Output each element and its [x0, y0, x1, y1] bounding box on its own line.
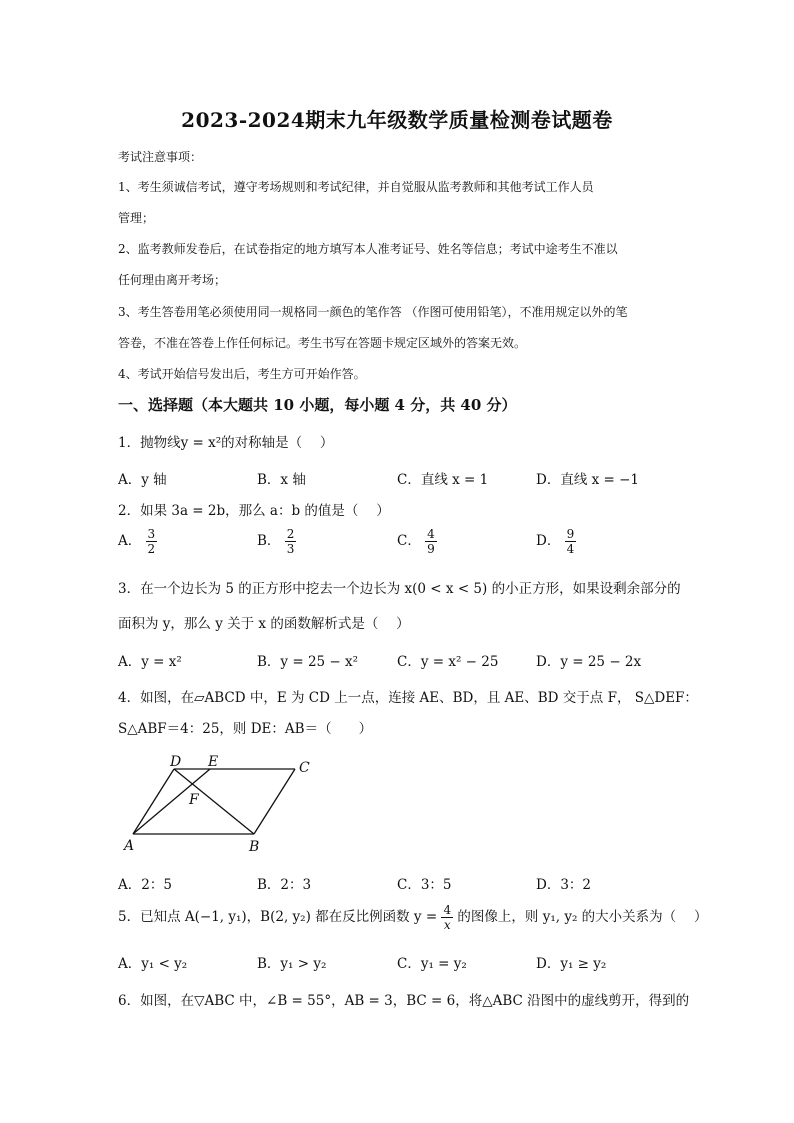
q3-option-d: D．y = 25 − 2x	[536, 654, 642, 670]
notice-line: 管理；	[118, 211, 155, 225]
fraction	[285, 527, 297, 556]
q2-option-c	[397, 527, 437, 556]
label-d: D	[170, 754, 182, 770]
option-label: D．	[536, 533, 561, 549]
label-e: E	[208, 754, 219, 770]
denominator: 3	[286, 542, 295, 556]
denominator: 4	[566, 542, 575, 556]
denominator: 2	[147, 542, 156, 556]
q4-option-b: B．2：3	[257, 877, 312, 893]
question-2-stem: 2．如果 3a = 2b，那么 a：b 的值是（ ）	[118, 503, 390, 519]
q5-option-a: A．y₁ < y₂	[118, 956, 188, 972]
notice-line: 1、考生须诚信考试，遵守考场规则和考试纪律，并自觉服从监考教师和其他考试工作人员	[118, 180, 594, 194]
q1-option-b: B．x 轴	[257, 472, 306, 488]
notice-line: 3、考生答卷用笔必须使用同一规格同一颜色的笔作答 （作图可使用铅笔），不准用规定以外的笔	[118, 305, 628, 319]
denominator: 9	[427, 542, 435, 556]
option-label: C．	[397, 533, 421, 549]
edge-da	[133, 769, 174, 834]
edge-bc	[254, 769, 295, 834]
notice-line: 任何理由离开考场；	[118, 273, 227, 287]
q3-option-c: C．y = x² − 25	[397, 654, 499, 670]
q1-option-d: D．直线 x = −1	[536, 472, 640, 488]
label-c: C	[299, 760, 310, 776]
q4-option-c: C．3：5	[397, 877, 452, 893]
q2-option-a	[118, 527, 157, 556]
question-6-stem: 6．如图，在▽ABC 中，∠B = 55°，AB = 3，BC = 6，将△ABC 沿图中的虚线剪开，得到的	[118, 993, 690, 1009]
notice-line: 答卷，不准在答卷上作任何标记。考生书写在答题卡规定区域外的答案无效。	[118, 336, 527, 350]
numerator: 2	[286, 527, 295, 541]
question-1-stem: 1．抛物线y = x²的对称轴是（ ）	[118, 435, 334, 451]
numerator: 4	[427, 527, 435, 541]
numerator: 4	[443, 903, 452, 917]
q5-stem-pre: 5．已知点 A(−1, y₁)，B(2, y₂) 都在反比例函数 y =	[118, 909, 438, 925]
parallelogram-figure	[118, 752, 328, 856]
segment-bd	[174, 769, 254, 834]
numerator: 3	[147, 527, 156, 541]
fraction	[425, 527, 437, 556]
section-heading: 一、选择题（本大题共 10 小题，每小题 4 分，共 40 分）	[118, 396, 517, 414]
q5-option-c: C．y₁ = y₂	[397, 956, 467, 972]
label-f: F	[189, 792, 199, 808]
label-b: B	[249, 839, 260, 855]
q3-option-b: B．y = 25 − x²	[257, 654, 359, 670]
q5-stem-post: 的图像上，则 y₁, y₂ 的大小关系为（ ）	[457, 909, 708, 925]
option-label: A．	[118, 533, 142, 549]
denominator: x	[443, 918, 451, 932]
page-title: 2023-2024期末九年级数学质量检测卷试题卷	[181, 108, 613, 132]
notice-line: 4、考试开始信号发出后，考生方可开始作答。	[118, 367, 366, 381]
q1-option-a: A．y 轴	[118, 472, 167, 488]
fraction	[441, 903, 453, 932]
numerator: 9	[566, 527, 575, 541]
q2-option-b	[257, 527, 296, 556]
q5-option-b: B．y₁ > y₂	[257, 956, 327, 972]
question-3-stem-line-2: 面积为 y，那么 y 关于 x 的函数解析式是（ ）	[118, 616, 410, 632]
q4-option-d: D．3：2	[536, 877, 592, 893]
notice-line: 2、监考教师发卷后，在试卷指定的地方填写本人准考证号、姓名等信息；考试中途考生不准以	[118, 242, 618, 256]
fraction	[565, 527, 577, 556]
q4-option-a: A．2：5	[118, 877, 172, 893]
question-3-stem-line-1: 3．在一个边长为 5 的正方形中挖去一个边长为 x(0 < x < 5) 的小正方形，如果设剩余部分的	[118, 581, 681, 597]
q1-option-c: C．直线 x = 1	[397, 472, 489, 488]
q5-option-d: D．y₁ ≥ y₂	[536, 956, 607, 972]
q2-option-d	[536, 527, 576, 556]
question-4-stem-line-1: 4．如图，在▱ABCD 中，E 为 CD 上一点，连接 AE、BD，且 AE、BD 交于点 F， S△DEF：	[118, 690, 698, 706]
notice-heading: 考试注意事项：	[118, 150, 203, 164]
fraction	[146, 527, 158, 556]
question-4-stem-line-2: S△ABF＝4：25，则 DE：AB＝（ ）	[118, 721, 373, 737]
question-5-stem	[118, 903, 707, 932]
option-label: B．	[257, 533, 281, 549]
q3-option-a: A．y = x²	[118, 654, 182, 670]
label-a: A	[124, 838, 135, 854]
